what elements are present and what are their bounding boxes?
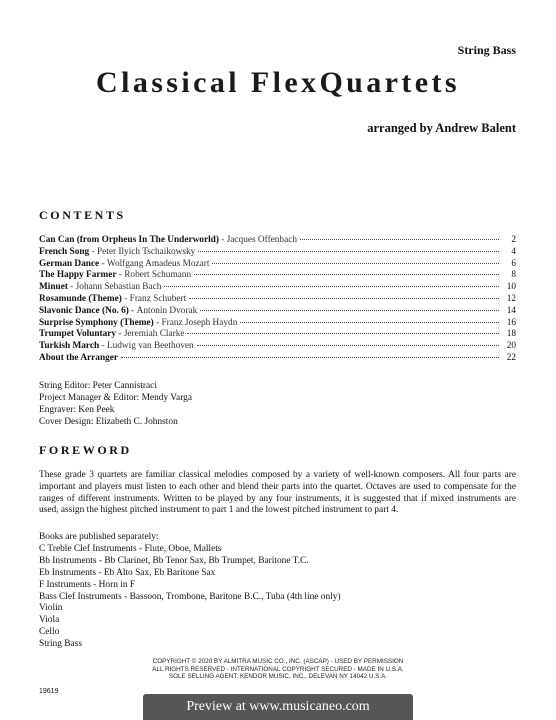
credit-line: String Editor: Peter Cannistraci (39, 381, 157, 391)
credit-line: Cover Design: Elizabeth C. Johnston (39, 416, 178, 427)
toc-title: The Happy Farmer (39, 270, 117, 281)
toc-leader-dots (189, 297, 499, 299)
toc-composer: Wolfgang Amadeus Mozart (106, 258, 210, 269)
toc-leader-dots (240, 321, 499, 323)
copyright-notice (0, 658, 556, 681)
book-item: Cello (39, 627, 60, 638)
toc-page: 20 (506, 341, 516, 352)
credit-line: Project Manager & Editor: Mendy Varga (39, 392, 193, 403)
toc-title: Turkish March (39, 341, 100, 352)
foreword-paragraph: These grade 3 quartets are familiar classical melodies composed by a variety of well-known composers. All four parts are important and players must listen to each other and blend their parts into the quartet. Octaves are used to compensate for the ranges of different instruments. Written to be played by any four instruments, it is suggested that if mixed instruments are used, assign the highest pitched instrument to part 1 and the lowest pitched instrument to part 4. (39, 470, 516, 516)
toc-composer: Peter Ilyich Tschaikowsky (96, 246, 196, 257)
book-item: Bb Instruments - Bb Clarinet, Bb Tenor Sax, Bb Trumpet, Baritone T.C. (39, 555, 309, 566)
toc-leader-dots (200, 309, 499, 311)
toc-composer: Antonin Dvorak (136, 305, 198, 316)
toc-title: Rosamunde (Theme) (39, 293, 122, 304)
arranger-credit: arranged by Andrew Balent (367, 121, 516, 135)
toc-page: 16 (506, 317, 516, 328)
toc-page: 14 (506, 305, 516, 316)
toc-composer: Johann Sebastian Bach (75, 282, 162, 293)
books-list (39, 532, 341, 651)
toc-composer: Ludwig van Beethoven (106, 341, 194, 352)
toc-composer: Jeremiah Clarke (123, 329, 185, 340)
toc-item (39, 235, 516, 247)
books-intro: Books are published separately: (39, 532, 159, 542)
toc-leader-dots (197, 344, 499, 346)
copyright-line: COPYRIGHT © 2020 BY ALMITRA MUSIC CO., INC. (ASCAP) - USED BY PERMISSION (152, 658, 404, 665)
table-of-contents (39, 235, 516, 365)
toc-item (39, 294, 516, 306)
toc-leader-dots (187, 332, 499, 334)
toc-page: 12 (506, 293, 516, 304)
toc-item (39, 318, 516, 330)
copyright-line: ALL RIGHTS RESERVED - INTERNATIONAL COPYRIGHT SECURED - MADE IN U.S.A. (152, 665, 404, 673)
toc-page: 2 (511, 235, 516, 245)
toc-item (39, 270, 516, 282)
toc-composer-sep: - (153, 317, 162, 328)
toc-title: Slavonic Dance (No. 6) (39, 305, 129, 316)
book-item: C Treble Clef Instruments - Flute, Oboe, Mallets (39, 543, 222, 554)
book-item: Bass Clef Instruments - Bassoon, Trombone, Baritone B.C., Tuba (4th line only) (39, 591, 341, 602)
toc-title: Surprise Symphony (Theme) (39, 317, 154, 328)
foreword-heading: FOREWORD (39, 443, 132, 457)
toc-item (39, 247, 516, 259)
book-item: F Instruments - Horn in F (39, 579, 136, 590)
toc-page: 6 (511, 258, 516, 269)
toc-composer-sep: - (99, 258, 107, 269)
toc-page: 18 (506, 329, 516, 340)
toc-title: Trumpet Voluntary (39, 329, 117, 340)
toc-composer: Franz Joseph Haydn (161, 317, 238, 328)
instrument-label: String Bass (457, 43, 516, 57)
toc-title: German Dance (39, 258, 100, 269)
catalog-number: 19619 (39, 688, 59, 695)
toc-title: Minuet (39, 282, 68, 293)
toc-leader-dots (194, 273, 499, 275)
toc-composer: Jacques Offenbach (226, 235, 297, 245)
toc-composer-sep: - (128, 305, 137, 316)
toc-page: 8 (511, 270, 516, 281)
toc-composer-sep: - (89, 246, 97, 257)
book-item: Violin (39, 603, 63, 614)
toc-composer: Robert Schumann (124, 270, 192, 281)
contents-heading: CONTENTS (39, 208, 126, 222)
credit-line: Engraver: Ken Peek (39, 404, 115, 415)
book-item: Eb Instruments - Eb Alto Sax, Eb Baritone Sax (39, 567, 216, 578)
toc-composer-sep: - (116, 270, 125, 281)
toc-page: 10 (506, 282, 516, 293)
toc-page: 4 (511, 246, 516, 257)
toc-leader-dots (198, 250, 499, 252)
toc-item (39, 282, 516, 294)
toc-composer-sep: - (67, 282, 76, 293)
toc-composer-sep: - (218, 235, 227, 245)
toc-page: 22 (506, 352, 516, 363)
toc-composer: Franz Schubert (129, 293, 187, 304)
toc-leader-dots (212, 262, 499, 264)
toc-title: French Song (39, 246, 90, 257)
toc-item (39, 353, 516, 365)
toc-item (39, 306, 516, 318)
book-item: Viola (39, 615, 60, 626)
toc-leader-dots (121, 356, 499, 358)
toc-title: About the Arranger (39, 352, 119, 363)
toc-leader-dots (300, 238, 499, 240)
toc-item (39, 341, 516, 353)
toc-item (39, 259, 516, 271)
copyright-line: SOLE SELLING AGENT: KENDOR MUSIC, INC., DELEVAN NY 14042 U.S.A. (168, 673, 388, 681)
toc-leader-dots (164, 285, 499, 287)
toc-composer-sep: - (116, 329, 124, 340)
toc-composer-sep: - (121, 293, 130, 304)
toc-title: Can Can (from Orpheus In The Underworld) (39, 235, 219, 245)
toc-item (39, 329, 516, 341)
book-item: String Bass (39, 639, 82, 650)
page-title: Classical FlexQuartets (96, 66, 460, 99)
credits-block (39, 381, 192, 429)
toc-composer-sep: - (99, 341, 107, 352)
preview-banner-link[interactable]: Preview at www.musicaneo.com (143, 694, 413, 720)
